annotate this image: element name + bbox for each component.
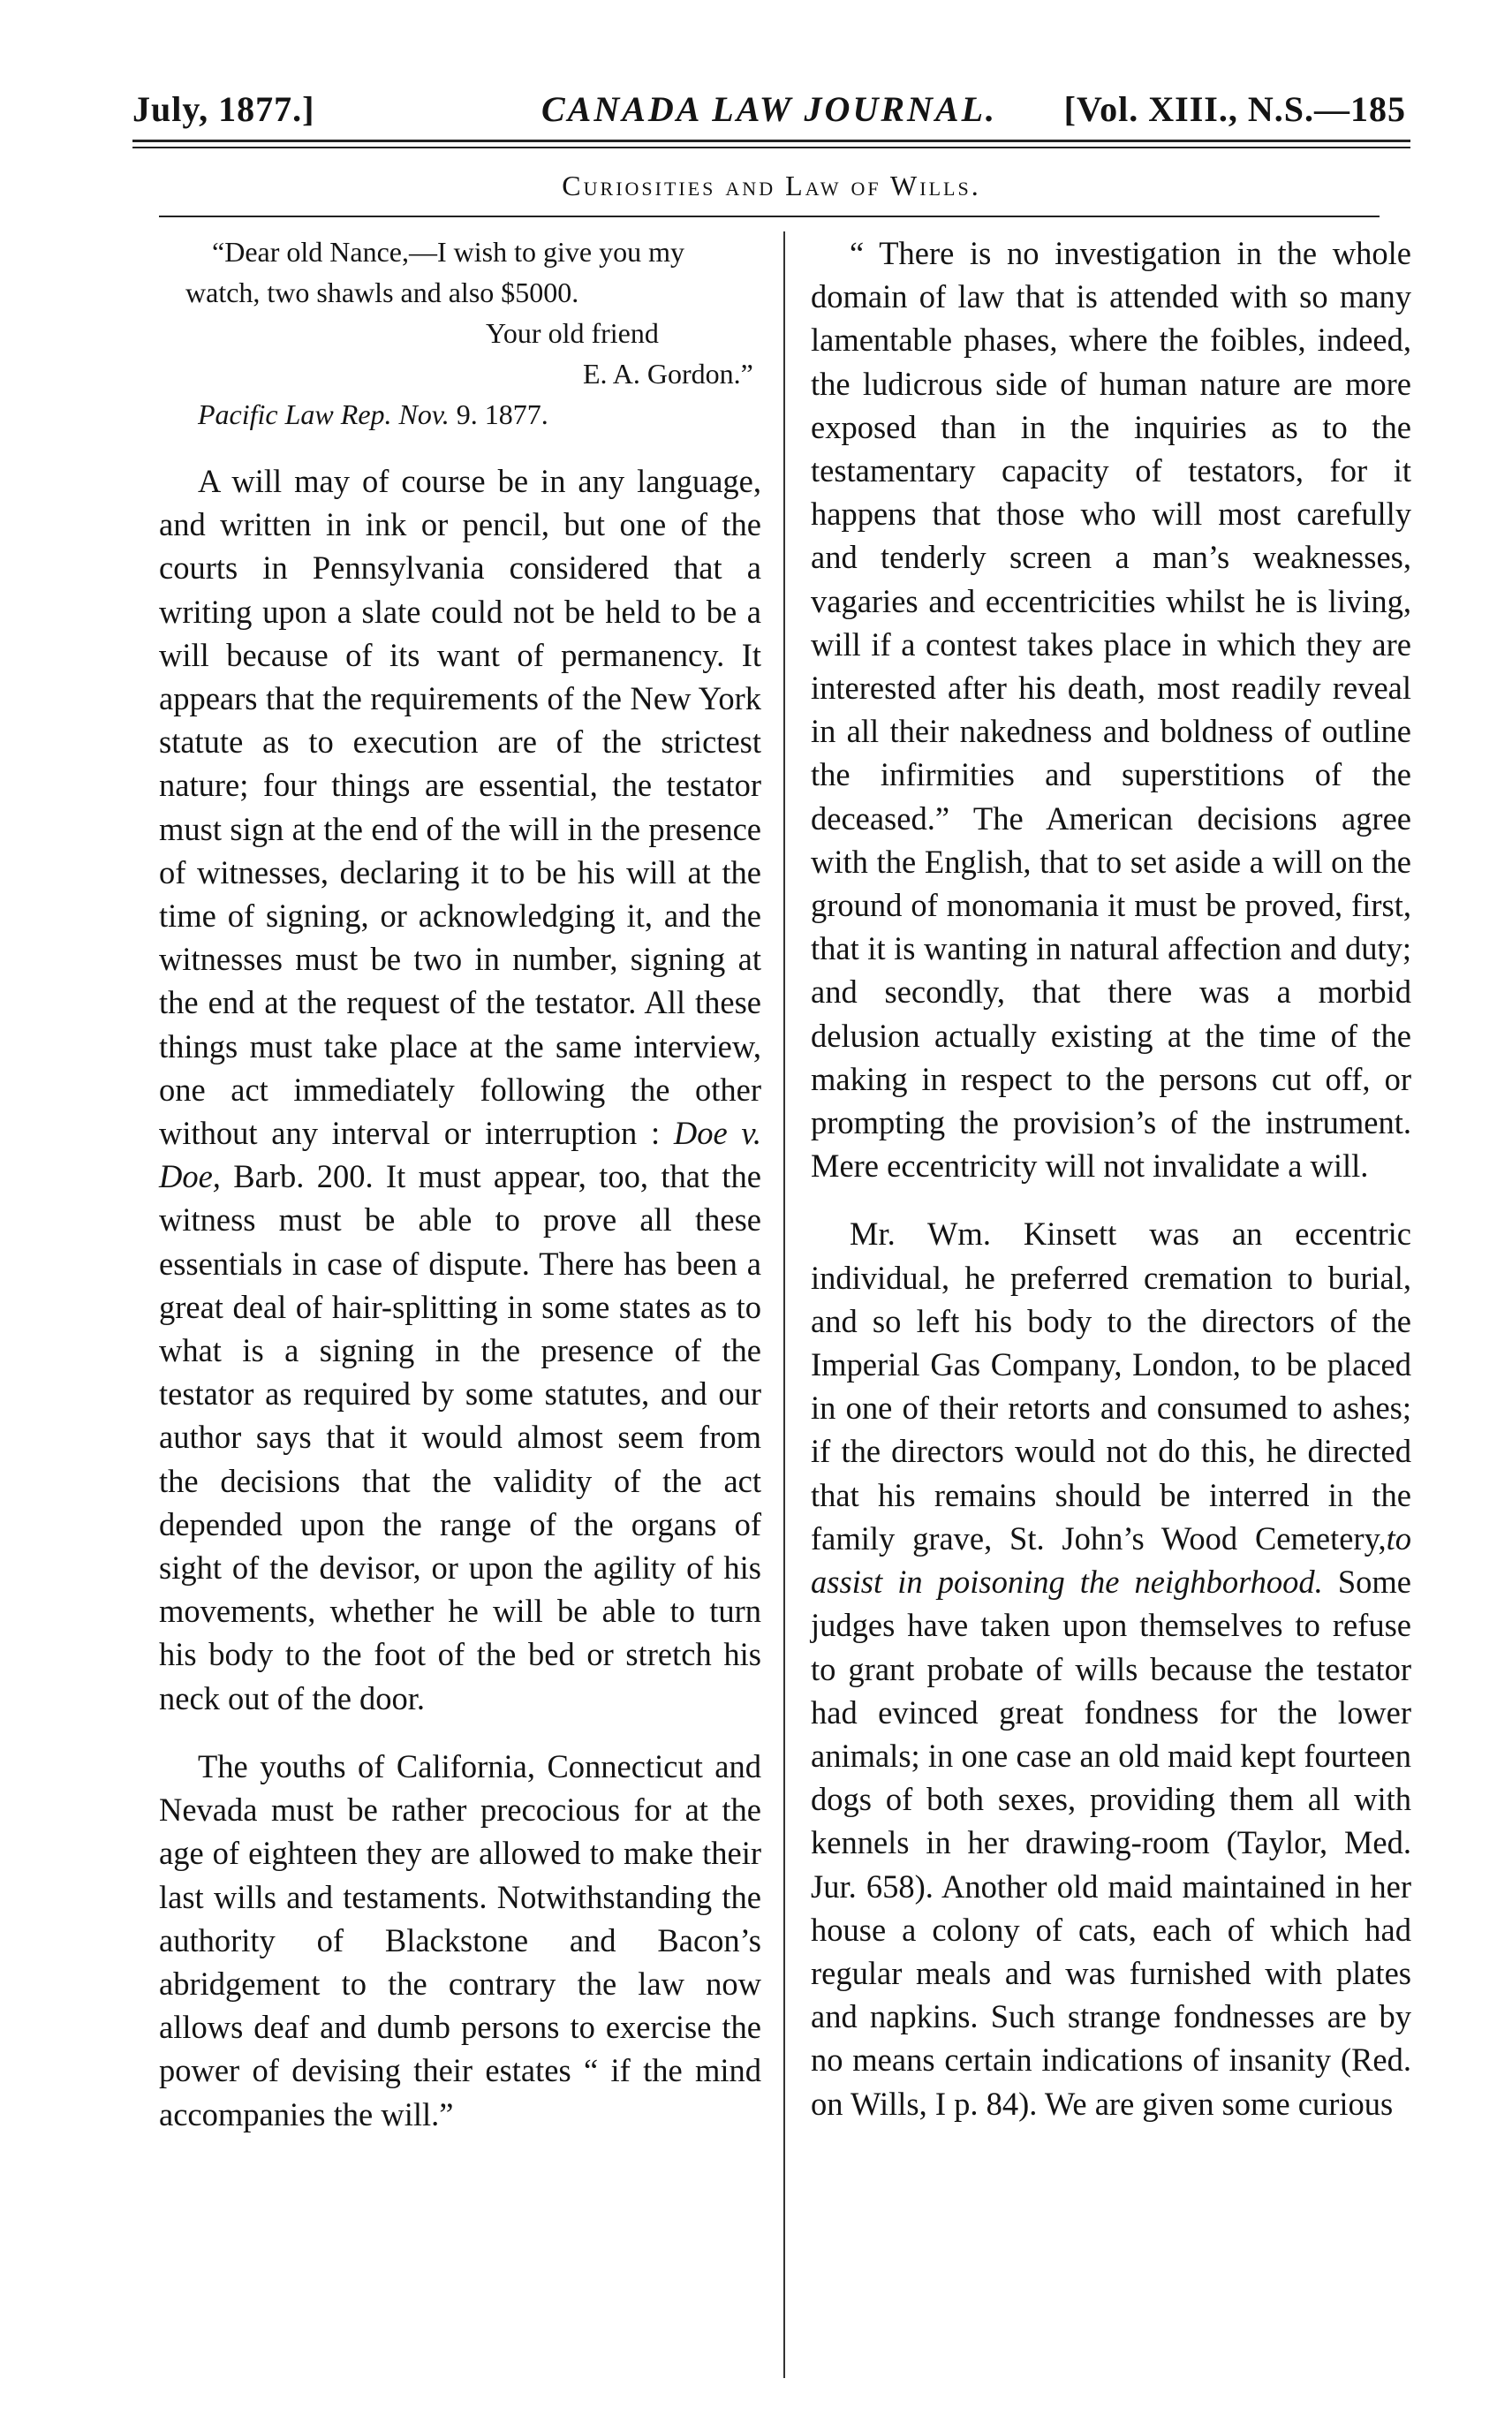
header-rule-thin [132, 147, 1410, 148]
paragraph-testamentary-capacity: “ There is no investigation in the whole domain of law that is attended with so many lamentable phases, where the foibles, indeed, the ludicrous side of human nature are more exposed than in the inquiries as to the testamentary capacity of testators, for it happens that those who will most carefully and tenderly screen a man’s weaknesses, vagaries and eccentricities whilst he is living, will if a contest takes place in which they are interested after his death, most readily reveal in all their nakedness and boldness of outline the infirmities and superstitions of the deceased.” The American decisions agree with the English, that to set aside a will on the ground of monomania it must be proved, first, that it is wanting in natural affection and duty; and secondly, that there was a morbid delusion actually existing at the time of the making in respect to the persons cut off, or prompting the provision’s of the instrument. Mere eccentricity will not invalidate a will. [811, 235, 1411, 1185]
section-rule [159, 216, 1380, 217]
header-rule-thick [132, 140, 1410, 142]
paragraph-kinsett [811, 1212, 1411, 2125]
citation-source: Pacific Law Rep. Nov. [198, 398, 450, 430]
paragraph-text: Barb. 200. It must appear, too, that the witness must be able to prove all these essentials in case of dispute. There has been a great deal of hair-splitting in some states as to what is a signing in the presence of the testator as required by some statutes, and our author says that it would almost seem from the decisions that the validity of the act depended upon the range of the organs of sight of the devisor, or upon the agility of his movements, whether he will be able to turn his body to the foot of the bed or stretch his neck out of the door. [159, 1158, 761, 1716]
letter-signature: E. A. Gordon.” [583, 358, 753, 390]
paragraph-youths: The youths of California, Connecticut and Nevada must be rather precocious for at the age of eighteen they are allowed to make their last wills and testaments. Notwithstanding the authority of Blackstone and Bacon’s abridgement to the contrary the law now allows deaf and dumb persons to exercise the power of devising their estates “ if the mind accompanies the will.” [159, 1747, 761, 2132]
header-date: July, 1877.] [132, 89, 315, 129]
letter-citation [159, 394, 761, 435]
running-header [132, 88, 1406, 141]
paragraph-text: Some judges have taken upon themselves to refuse to grant probate of wills because the testator had evinced great fondness for the lower animals; in one case an old maid kept fourteen dogs of both sexes, providing them all with kennels in her drawing-room (Taylor, Med. Jur. 658). Another old maid maintained in her house a colony of cats, each of which had regular meals and was furnished with plates and napkins. Such strange fondnesses are by no means certain indications of insanity (Red. on Wills, I p. 84). We are given some curious [811, 1564, 1411, 2122]
section-title: Curiosities and Law of Wills. [562, 170, 981, 201]
paragraph-text: Mr. Wm. Kinsett was an eccentric individual, he preferred cremation to burial, and so left his body to the directors of the Imperial Gas Company, London, to be placed in one of their retorts and consumed to ashes; if the directors would not do this, he directed that his remains should be interred in the family grave, St. John’s Wood Cemetery, [811, 1216, 1411, 1557]
paragraph-will-execution [159, 459, 761, 1720]
header-volume: [Vol. XIII., N.S.—185 [1063, 89, 1406, 129]
paragraph-text: A will may of course be in any language, and written in ink or pencil, but one of the courts in Pennsylvania considered that a writing upon a slate could not be held to be a will because of its want of permanency. It appears that the requirements of the New York statute as to execution are of the strictest nature; four things are essential, the testator must sign at the end of the will in the presence of witnesses, declaring it to be his will at the time of signing, or acknowledging it, and the witnesses must be two in number, signing at the end at the request of the testator. All these things must take place at the same interview, one act immediately following the other without any interval or interruption : [159, 463, 761, 1152]
left-column [159, 231, 761, 2136]
header-journal-title: CANADA LAW JOURNAL. [541, 89, 998, 129]
quoted-letter [159, 231, 761, 394]
letter-closing: Your old friend [486, 317, 659, 349]
right-column [811, 231, 1411, 2125]
letter-body: “Dear old Nance,—I wish to give you my watch, two shawls and also $5000. [185, 236, 684, 308]
column-divider [783, 231, 785, 2378]
italic-phrase: to assist in poisoning the neighborhood. [811, 1519, 1411, 1601]
case-name: Doe v. Doe, [159, 1115, 761, 1195]
citation-date: 9. 1877. [449, 398, 548, 430]
